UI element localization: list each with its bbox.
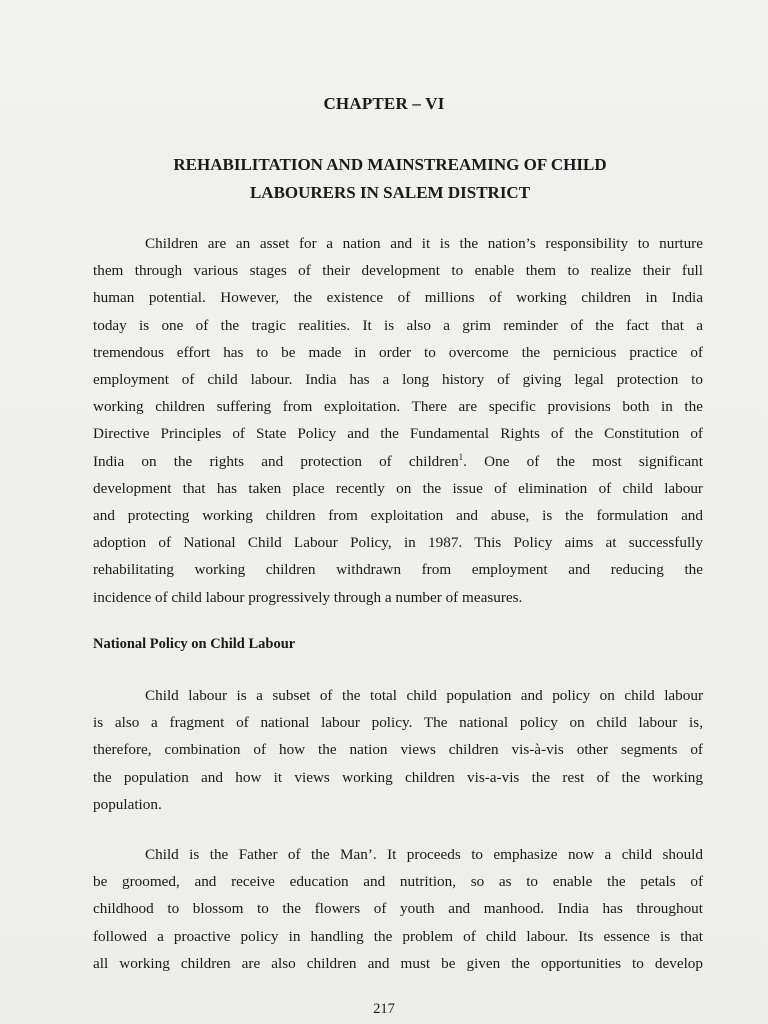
text-line: them through various stages of their development to enable them to realize their full bbox=[93, 262, 703, 280]
chapter-title-line: LABOURERS IN SALEM DISTRICT bbox=[249, 183, 531, 202]
text-line: population. bbox=[93, 795, 162, 813]
paragraph-policy bbox=[93, 682, 703, 818]
text-line: human potential. However, the existence of millions of working children in India bbox=[93, 289, 703, 307]
text-line: Children are an asset for a nation and it is the nation’s responsibility to nurture bbox=[145, 235, 703, 252]
text-segment: . One of the most significant bbox=[463, 452, 703, 470]
text-line: all working children are also children and must be given the opportunities to develop bbox=[93, 954, 703, 972]
text-line: Child is the Father of the Man’. It proceeds to emphasize now a child should bbox=[145, 846, 703, 863]
paragraph-child-father bbox=[93, 841, 703, 977]
text-line: followed a proactive policy in handling the problem of child labour. Its essence is that bbox=[93, 927, 703, 945]
paragraph-intro bbox=[93, 230, 703, 611]
text-line: adoption of National Child Labour Policy, in 1987. This Policy aims at successfully bbox=[93, 534, 703, 552]
chapter-heading: CHAPTER – VI bbox=[323, 94, 445, 113]
footnote-reference: 1 bbox=[458, 451, 464, 462]
text-line-with-footnote bbox=[93, 448, 703, 475]
section-heading: National Policy on Child Labour bbox=[93, 636, 296, 652]
text-line: incidence of child labour progressively through a number of measures. bbox=[93, 588, 523, 606]
text-line: employment of child labour. India has a long history of giving legal protection to bbox=[93, 371, 703, 389]
chapter-title-line: REHABILITATION AND MAINSTREAMING OF CHILD bbox=[173, 155, 607, 174]
text-line: Directive Principles of State Policy and the Fundamental Rights of the Constitution of bbox=[93, 425, 703, 443]
text-line: is also a fragment of national labour policy. The national policy on child labour is, bbox=[93, 714, 703, 732]
text-line: tremendous effort has to be made in order to overcome the pernicious practice of bbox=[93, 343, 703, 361]
text-line: the population and how it views working children vis-a-vis the rest of the working bbox=[93, 768, 703, 786]
text-line: therefore, combination of how the nation views children vis-à-vis other segments of bbox=[93, 741, 703, 759]
text-line: development that has taken place recently on the issue of elimination of child labour bbox=[93, 479, 703, 497]
text-line: rehabilitating working children withdrawn from employment and reducing the bbox=[93, 561, 703, 579]
text-line: today is one of the tragic realities. It is also a grim reminder of the fact that a bbox=[93, 316, 703, 334]
text-line: Child labour is a subset of the total child population and policy on child labour bbox=[145, 687, 703, 704]
text-line: childhood to blossom to the flowers of youth and manhood. India has throughout bbox=[93, 900, 703, 918]
text-line: working children suffering from exploitation. There are specific provisions both in the bbox=[93, 398, 703, 416]
text-line: be groomed, and receive education and nutrition, so as to enable the petals of bbox=[93, 873, 703, 891]
text-segment: India on the rights and protection of children bbox=[93, 452, 459, 470]
page-number: 217 bbox=[373, 1001, 395, 1017]
chapter-title bbox=[60, 151, 720, 207]
text-line: and protecting working children from exploitation and abuse, is the formulation and bbox=[93, 507, 703, 525]
